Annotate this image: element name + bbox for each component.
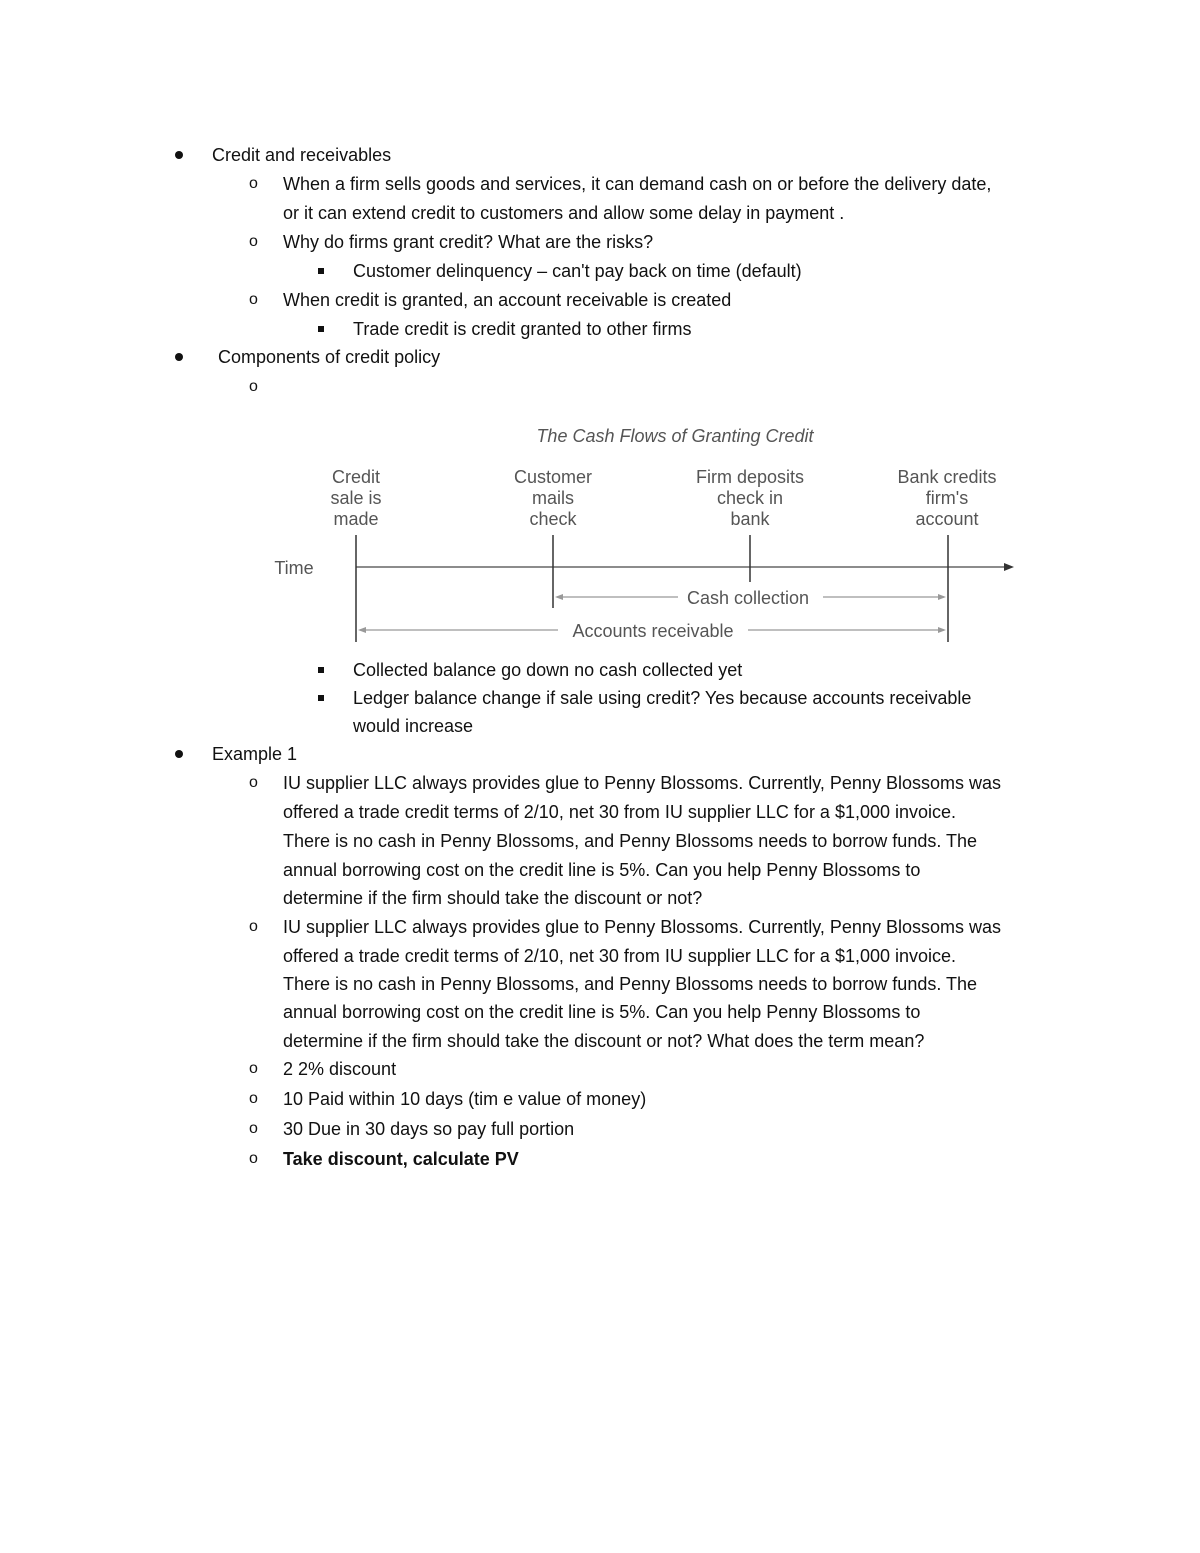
time-axis-arrowhead: [1004, 563, 1014, 571]
bullet-circle: o: [249, 233, 258, 250]
arrowhead-right: [938, 594, 946, 600]
bullet-square: [318, 667, 324, 673]
bullet-square: [318, 695, 324, 701]
text-line: annual borrowing cost on the credit line is 5%. Can you help Penny Blossoms to: [283, 860, 921, 880]
text-line: would increase: [353, 716, 474, 736]
bullet-dot: [175, 750, 183, 758]
figure-title: The Cash Flows of Granting Credit: [536, 426, 814, 446]
text-line: 2 2% discount: [283, 1059, 397, 1079]
event-label: account: [915, 509, 979, 529]
bullet-circle: o: [249, 1150, 258, 1167]
accounts-receivable-label: Accounts receivable: [572, 621, 734, 641]
text-line: 10 Paid within 10 days (tim e value of money): [283, 1089, 647, 1109]
event-label: mails: [531, 488, 575, 508]
text-line: IU supplier LLC always provides glue to Penny Blossoms. Currently, Penny Blossoms was: [283, 917, 1001, 937]
text-line: determine if the firm should take the discount or not?: [283, 888, 703, 908]
event-label: sale is: [330, 488, 382, 508]
text-line: 30 Due in 30 days so pay full portion: [283, 1119, 575, 1139]
text-line: When credit is granted, an account receivable is created: [283, 290, 732, 310]
bullet-circle: o: [249, 774, 258, 791]
event-label: Customer: [513, 467, 593, 487]
arrowhead-right: [938, 627, 946, 633]
bullet-circle: o: [249, 1090, 258, 1107]
arrowhead-left: [555, 594, 563, 600]
bullet-circle: o: [249, 1120, 258, 1137]
text-line: Trade credit is credit granted to other firms: [353, 319, 692, 339]
event-label: bank: [730, 509, 770, 529]
arrowhead-left: [358, 627, 366, 633]
bullet-dot: [175, 151, 183, 159]
section-heading-example: Example 1: [212, 744, 298, 764]
bullet-circle: o: [249, 1060, 258, 1077]
text-line: There is no cash in Penny Blossoms, and Penny Blossoms needs to borrow funds. The: [283, 831, 978, 851]
text-line: When a firm sells goods and services, it can demand cash on or before the delivery date,: [283, 174, 992, 194]
text-line: IU supplier LLC always provides glue to Penny Blossoms. Currently, Penny Blossoms was: [283, 773, 1001, 793]
bullet-square: [318, 326, 324, 332]
bullet-circle: o: [249, 918, 258, 935]
event-label: firm's: [925, 488, 969, 508]
bullet-square: [318, 268, 324, 274]
text-line-bold: Take discount, calculate PV: [283, 1149, 519, 1169]
text-line: Ledger balance change if sale using credit? Yes because accounts receivable: [353, 688, 972, 708]
cash-collection-label: Cash collection: [686, 588, 810, 608]
event-label: check in: [716, 488, 784, 508]
text-line: annual borrowing cost on the credit line is 5%. Can you help Penny Blossoms to: [283, 1002, 921, 1022]
text-line: or it can extend credit to customers and allow some delay in payment .: [283, 203, 845, 223]
time-label: Time: [274, 558, 314, 578]
text-line: There is no cash in Penny Blossoms, and Penny Blossoms needs to borrow funds. The: [283, 974, 978, 994]
text-line: Why do firms grant credit? What are the risks?: [283, 232, 654, 252]
text-line: offered a trade credit terms of 2/10, net 30 from IU supplier LLC for a $1,000 invoice.: [283, 946, 957, 966]
bullet-circle: o: [249, 378, 258, 395]
event-label: Firm deposits: [695, 467, 805, 487]
text-line: offered a trade credit terms of 2/10, net 30 from IU supplier LLC for a $1,000 invoice.: [283, 802, 957, 822]
text-line: determine if the firm should take the discount or not? What does the term mean?: [283, 1031, 925, 1051]
text-line: Customer delinquency – can't pay back on time (default): [353, 261, 802, 281]
text-line: Collected balance go down no cash collected yet: [353, 660, 743, 680]
event-label: check: [529, 509, 577, 529]
section-heading-credit-policy: Components of credit policy: [218, 347, 441, 367]
bullet-circle: o: [249, 175, 258, 192]
bullet-circle: o: [249, 291, 258, 308]
event-label: Credit: [331, 467, 381, 487]
event-label: made: [333, 509, 379, 529]
cash-flow-timeline-figure: [260, 420, 1040, 660]
bullet-dot: [175, 353, 183, 361]
section-heading-credit: Credit and receivables: [212, 145, 392, 165]
event-label: Bank credits: [897, 467, 997, 487]
